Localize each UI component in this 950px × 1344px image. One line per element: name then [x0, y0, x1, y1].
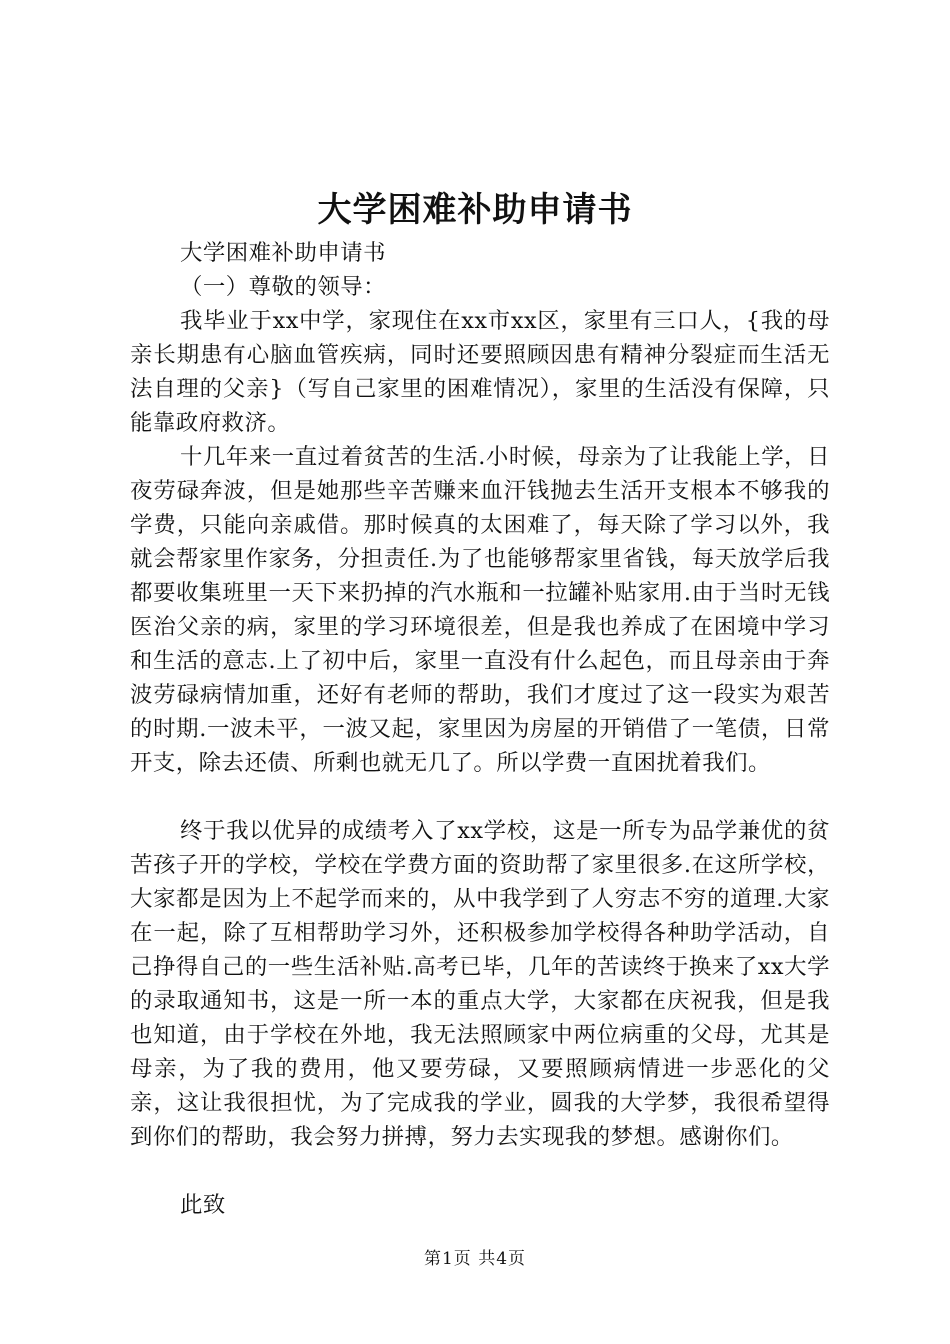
heading-repeat: 大学困难补助申请书 — [180, 240, 387, 266]
paragraph-family-situation: 我毕业于xx中学，家现住在xx市xx区，家里有三口人，{我的母亲长期患有心脑血管疾病，同时还要照顾因患有精神分裂症而生活无法自理的父亲}（写自己家里的困难情况），家里的生活没有保障，只能靠政府救济。 — [130, 308, 830, 436]
salutation: （一）尊敬的领导： — [180, 274, 387, 300]
document-body — [130, 236, 830, 1222]
paragraph-childhood-hardship: 十几年来一直过着贫苦的生活.小时候，母亲为了让我能上学，日夜劳碌奔波，但是她那些辛苦赚来血汗钱抛去生活开支根本不够我的学费，只能向亲戚借。那时候真的太困难了，每天除了学习以外，我就会帮家里作家务，分担责任.为了也能够帮家里省钱，每天放学后我都要收集班里一天下来扔掉的汽水瓶和一拉罐补贴家用.由于当时无钱医治父亲的病，家里的学习环境很差，但是我也养成了在困境中学习和生活的意志.上了初中后，家里一直没有什么起色，而且母亲由于奔波劳碌病情加重，还好有老师的帮助，我们才度过了这一段实为艰苦的时期.一波未平，一波又起，家里因为房屋的开销借了一笔债，日常开支，除去还债、所剩也就无几了。所以学费一直困扰着我们。 — [130, 444, 830, 776]
document-title: 大学困难补助申请书 — [317, 190, 633, 230]
closing-text: 此致 — [180, 1192, 226, 1218]
paragraph-education-request: 终于我以优异的成绩考入了xx学校，这是一所专为品学兼优的贫苦孩子开的学校，学校在学费方面的资助帮了家里很多.在这所学校，大家都是因为上不起学而来的，从中我学到了人穷志不穷的道理.大家在一起，除了互相帮助学习外，还积极参加学校得各种助学活动，自己挣得自己的一些生活补贴.高考已毕，几年的苦读终于换来了xx大学的录取通知书，这是一所一本的重点大学，大家都在庆祝我，但是我也知道，由于学校在外地，我无法照顾家中两位病重的父母，尤其是母亲，为了我的费用，他又要劳碌，又要照顾病情进一步恶化的父亲，这让我很担忧，为了完成我的学业，圆我的大学梦，我很希望得到你们的帮助，我会努力拼搏，努力去实现我的梦想。感谢你们。 — [130, 818, 830, 1150]
page-footer: 第1页 共4页 — [423, 1249, 527, 1269]
